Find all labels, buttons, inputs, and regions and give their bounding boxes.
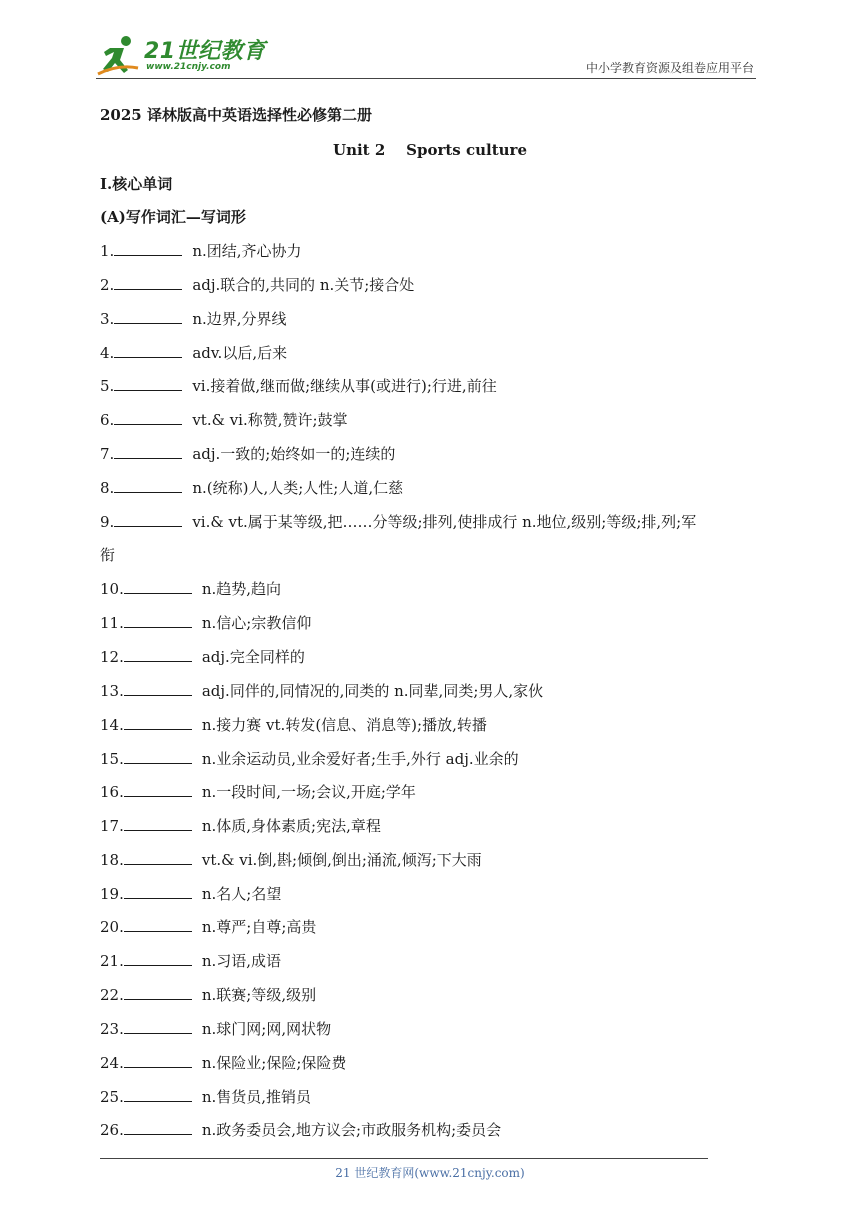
vocab-item [100,241,302,261]
answer-blank[interactable] [124,985,192,1000]
vocab-item [100,376,497,396]
logo-wordmark [144,39,266,72]
vocab-item [100,410,348,430]
item-number: 5. [100,377,115,395]
item-definition: adj.同伴的,同情况的,同类的 n.同辈,同类;男人,家伙 [201,682,544,700]
item-definition: n.边界,分界线 [192,310,287,328]
item-number: 4. [100,344,115,362]
item-definition: n.趋势,趋向 [201,580,282,598]
item-number: 26. [100,1121,124,1139]
vocab-item [100,816,381,836]
answer-blank[interactable] [114,309,182,324]
item-number: 14. [100,716,124,734]
answer-blank[interactable] [124,884,192,899]
item-number: 10. [100,580,124,598]
vocab-item [100,579,281,599]
vocab-item [100,647,305,667]
answer-blank[interactable] [114,241,182,256]
item-definition: n.信心;宗教信仰 [201,614,312,632]
course-title: 2025 译林版高中英语选择性必修第二册 [100,106,372,124]
item-definition: n.接力赛 vt.转发(信息、消息等);播放,转播 [201,716,487,734]
answer-blank[interactable] [114,512,182,527]
answer-blank[interactable] [124,647,192,662]
answer-blank[interactable] [124,749,192,764]
vocab-item [100,478,403,498]
vocab-item [100,343,287,363]
vocab-item [100,309,287,329]
answer-blank[interactable] [124,1053,192,1068]
item-definition: n.习语,成语 [201,952,282,970]
answer-blank[interactable] [124,951,192,966]
item-definition: n.尊严;自尊;高贵 [201,918,317,936]
answer-blank[interactable] [114,376,182,391]
answer-blank[interactable] [114,410,182,425]
item-number: 22. [100,986,124,1004]
answer-blank[interactable] [114,275,182,290]
item-number: 7. [100,445,115,463]
answer-blank[interactable] [114,343,182,358]
subsection-heading: (A)写作词汇—写词形 [100,208,246,226]
answer-blank[interactable] [124,715,192,730]
unit-title: Unit 2 Sports culture [332,141,527,159]
vocab-item [100,850,482,870]
vocab-item [100,951,281,971]
item-number: 9. [100,513,115,531]
item-number: 16. [100,783,124,801]
answer-blank[interactable] [124,1120,192,1135]
item-number: 24. [100,1054,124,1072]
item-number: 21. [100,952,124,970]
item-definition: n.一段时间,一场;会议,开庭;学年 [201,783,416,801]
item-definition: adv.以后,后来 [192,344,288,362]
vocab-item [100,1120,501,1140]
item-definition: vt.& vi.倒,斟;倾倒,倒出;涌流,倾泻;下大雨 [201,851,482,869]
item-definition: n.业余运动员,业余爱好者;生手,外行 adj.业余的 [201,750,519,768]
item-number: 19. [100,885,124,903]
vocab-item [100,512,696,532]
item-definition: n.体质,身体素质;宪法,章程 [201,817,381,835]
item-definition: adj.一致的;始终如一的;连续的 [192,445,396,463]
page-header [96,34,756,82]
platform-tagline: 中小学教育资源及组卷应用平台 [585,61,754,75]
item-number: 3. [100,310,115,328]
answer-blank[interactable] [124,850,192,865]
footer-divider [100,1158,708,1159]
item-number: 1. [100,242,115,260]
answer-blank[interactable] [124,1019,192,1034]
vocab-item [100,681,543,701]
site-logo[interactable] [96,34,266,78]
vocab-item [100,985,316,1005]
item-number: 17. [100,817,124,835]
header-divider [96,78,756,79]
vocab-item [100,782,416,802]
vocab-item [100,1053,346,1073]
item-definition: n.球门网;网,网状物 [201,1020,332,1038]
item-definition: n.团结,齐心协力 [192,242,302,260]
item-definition: n.政务委员会,地方议会;市政服务机构;委员会 [201,1121,502,1139]
item-definition: n.联赛;等级,级别 [201,986,317,1004]
vocab-item [100,275,414,295]
item-definition: vi.& vt.属于某等级,把……分等级;排列,使排成行 n.地位,级别;等级;排,列;军 [192,513,697,531]
answer-blank[interactable] [124,579,192,594]
vocab-item [100,917,316,937]
answer-blank[interactable] [124,1087,192,1102]
item-definition: n.名人;名望 [201,885,282,903]
item-number: 12. [100,648,124,666]
item-definition: vi.接着做,继而做;继续从事(或进行);行进,前往 [192,377,497,395]
vocab-item [100,613,311,633]
item-number: 15. [100,750,124,768]
item-number: 2. [100,276,115,294]
item-number: 6. [100,411,115,429]
vocab-item [100,1087,311,1107]
vocab-item [100,1019,331,1039]
runner-logo-icon [96,34,140,78]
logo-url-text: www.21cnjy.com [146,62,231,72]
item-definition: adj.完全同样的 [201,648,305,666]
answer-blank[interactable] [114,444,182,459]
item-definition: n.售货员,推销员 [201,1088,312,1106]
item-number: 23. [100,1020,124,1038]
answer-blank[interactable] [124,917,192,932]
item-number: 8. [100,479,115,497]
answer-blank[interactable] [124,816,192,831]
answer-blank[interactable] [124,613,192,628]
section-heading: Ⅰ.核心单词 [100,175,173,193]
answer-blank[interactable] [124,681,192,696]
vocab-item [100,749,519,769]
item-number: 20. [100,918,124,936]
answer-blank[interactable] [124,782,192,797]
vocab-item [100,444,395,464]
item-definition: n.保险业;保险;保险费 [201,1054,347,1072]
footer-source: 21 世纪教育网(www.21cnjy.com) [335,1166,525,1180]
item-number: 25. [100,1088,124,1106]
item-number: 11. [100,614,124,632]
logo-main-text: 21世纪教育 [144,39,266,64]
item-number: 13. [100,682,124,700]
vocab-item [100,715,487,735]
answer-blank[interactable] [114,478,182,493]
item-definition: n.(统称)人,人类;人性;人道,仁慈 [192,479,404,497]
item-definition-continued: 衔 [100,546,116,564]
vocab-item [100,884,281,904]
item-definition: vt.& vi.称赞,赞许;鼓掌 [192,411,348,429]
item-number: 18. [100,851,124,869]
item-definition: adj.联合的,共同的 n.关节;接合处 [192,276,415,294]
